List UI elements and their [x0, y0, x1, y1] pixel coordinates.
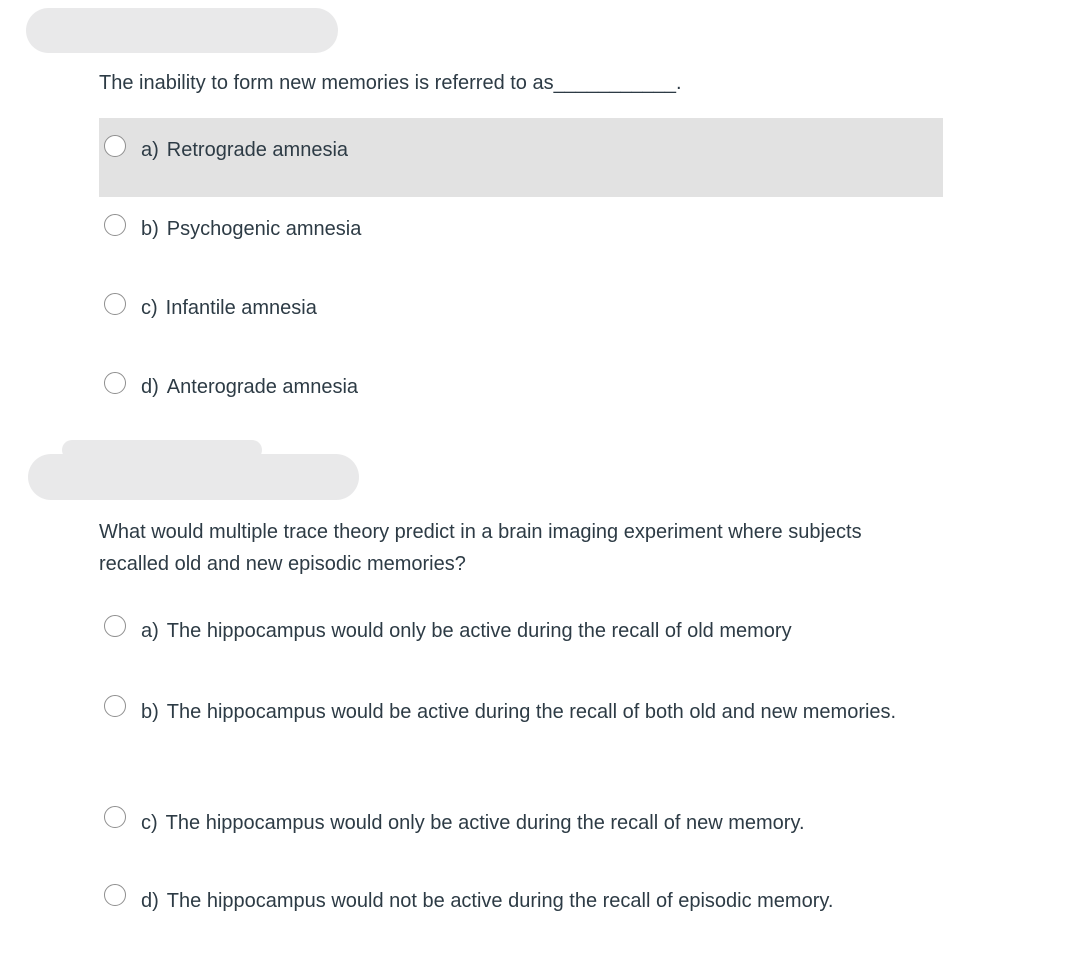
radio-button[interactable] [104, 135, 126, 157]
answer-letter: d) [141, 376, 159, 398]
answer-text: Anterograde amnesia [166, 376, 359, 398]
answer-letter: c) [141, 297, 158, 319]
answer-text: The hippocampus would only be active during the recall of new memory. [165, 812, 805, 834]
answer-option[interactable] [99, 355, 943, 434]
answer-option[interactable] [99, 599, 943, 669]
answer-option[interactable] [99, 197, 943, 276]
answer-text: The hippocampus would be active during the recall of both old and new memories. [166, 701, 897, 723]
answer-text: The hippocampus would not be active during the recall of episodic memory. [166, 890, 834, 912]
answer-option[interactable] [99, 869, 943, 939]
question-2-text: What would multiple trace theory predict in a brain imaging experiment where subjects recalled old and new episodic memories? [99, 521, 862, 575]
radio-button[interactable] [104, 372, 126, 394]
answer-option[interactable] [99, 118, 943, 197]
answer-text: Psychogenic amnesia [166, 218, 362, 240]
question-1-text: The inability to form new memories is referred to as___________. [99, 72, 682, 94]
radio-button[interactable] [104, 695, 126, 717]
answer-letter: a) [141, 620, 159, 642]
answer-option[interactable] [99, 680, 943, 780]
redacted-question-header [26, 8, 338, 53]
radio-button[interactable] [104, 615, 126, 637]
answer-text: The hippocampus would only be active during the recall of old memory [166, 620, 792, 642]
answer-text: Retrograde amnesia [166, 139, 349, 161]
answer-letter: b) [141, 701, 159, 723]
radio-button[interactable] [104, 293, 126, 315]
answer-letter: a) [141, 139, 159, 161]
answer-text: Infantile amnesia [165, 297, 317, 319]
redacted-question-header [28, 454, 359, 500]
answer-option[interactable] [99, 276, 943, 355]
radio-button[interactable] [104, 806, 126, 828]
answer-letter: d) [141, 890, 159, 912]
radio-button[interactable] [104, 214, 126, 236]
answer-letter: b) [141, 218, 159, 240]
radio-button[interactable] [104, 884, 126, 906]
answer-letter: c) [141, 812, 158, 834]
answer-option[interactable] [99, 791, 943, 861]
